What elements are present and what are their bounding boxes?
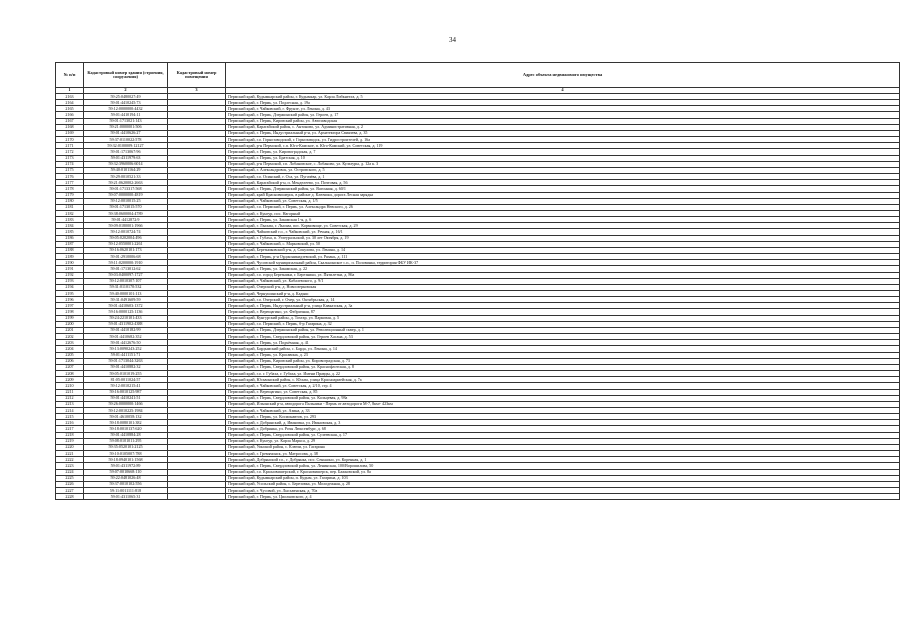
cell-address: Пермский край, г. Добрянка, ул. Розы Люксембург, д. 68	[226, 426, 900, 432]
cell-address: Пермский край, край Красновишерск, в районе д. Ключики, дорога Лесная зарядка	[226, 192, 900, 198]
cell-number: 2168	[56, 124, 84, 130]
cell-address: Пермский край, Кудымкарский район, г. Кудымкар, ул. Карла Либкнехта, д. 5	[226, 94, 900, 100]
cell-building-cadastral: 59:12:0010724:74	[84, 229, 168, 235]
cell-building-cadastral: 59:01:2910006:68	[84, 254, 168, 260]
cell-building-cadastral: 59:32:3960006:6014	[84, 161, 168, 167]
cell-building-cadastral: 59:11:0200000:1910	[84, 260, 168, 266]
cell-address: Пермский край, г.о. Очерский, г. Очер, ул. Октябрьская, д. 14	[226, 297, 900, 303]
cell-building-cadastral: 59:01:4412676:50	[84, 340, 168, 346]
cell-address: Пермский край, г. Пермь, Индустриальный р-н, ул. Архитектора Свиязева, д. 35	[226, 130, 900, 136]
cell-number: 2221	[56, 451, 84, 457]
header-address: Адрес объекта недвижимого имущества	[226, 63, 900, 88]
cell-number: 2212	[56, 395, 84, 401]
cell-building-cadastral: 59:07:0010668:110	[84, 469, 168, 475]
cell-building-cadastral: 59:01:1713317:568	[84, 186, 168, 192]
cell-address: Пермский край, Чернушинский р-н, д. Кадыш	[226, 291, 900, 297]
cell-number: 2223	[56, 463, 84, 469]
cell-address: Пермский край, г. Кунгур, пос. Нагорный	[226, 210, 900, 216]
cell-building-cadastral: 59:01:4311065:31	[84, 494, 168, 500]
cell-number: 2210	[56, 383, 84, 389]
cell-number: 2181	[56, 204, 84, 210]
cell-number: 2217	[56, 426, 84, 432]
cell-address: Пермский край, г. Верещагино, ул. Советская, д. 85	[226, 389, 900, 395]
cell-number: 2227	[56, 488, 84, 494]
cell-building-cadastral: 59:01:4311902:4388	[84, 321, 168, 327]
cell-address: Пермский край, г. Губаха, п. Углеуральский, ул. 30 лет Октября, д. 19	[226, 235, 900, 241]
cell-number: 2169	[56, 130, 84, 136]
cell-building-cadastral: 59:40:0000101:113	[84, 291, 168, 297]
cell-address: Пермский край, г. Чайковский, ул. Советская, д. 2/10, стр. 4	[226, 383, 900, 389]
cell-number: 2196	[56, 297, 84, 303]
cell-number: 2178	[56, 186, 84, 192]
cell-number: 2226	[56, 481, 84, 487]
cell-number: 2188	[56, 247, 84, 253]
cell-address: Пермский край, г. Пермь, р-н Орджоникидзевский, ул. Рязань, д. 111	[226, 254, 900, 260]
cell-number: 2187	[56, 241, 84, 247]
cell-address: Пермский край, г. Пермь, Свердловский район, ул. Сулеевская, д. 17	[226, 432, 900, 438]
cell-building-cadastral: 59:01:4410245:73	[84, 100, 168, 106]
column-index-2: 2	[84, 88, 168, 94]
cell-number: 2209	[56, 377, 84, 383]
cell-address: Пермский край, г. Верещагино, ул. Фабричная, 87	[226, 309, 900, 315]
cell-building-cadastral: 59:12:0000000:4432	[84, 106, 168, 112]
cell-address: Пермский край, Чусовской муниципальный район, Скальнинское с.п., п. Половинка, территория ФБУ ИК-37	[226, 260, 900, 266]
cell-number: 2216	[56, 420, 84, 426]
cell-building-cadastral: 59:12:0010015:25	[84, 198, 168, 204]
cell-building-cadastral: 59:31:0491609:59	[84, 297, 168, 303]
cell-address: Пермский край, г.о. город Березники, г. Березники, ул. Пятилетки, д. 86а	[226, 272, 900, 278]
cell-address: Пермский край, г. Пермь, Свердловский район, ул. Кольцевая, д. 98а	[226, 395, 900, 401]
cell-building-cadastral: 59:01:1713021:143	[84, 118, 168, 124]
cell-address: Пермский край, г. Александровск, ул. Островского, д. 5	[226, 167, 900, 173]
cell-number: 2192	[56, 272, 84, 278]
table-row	[56, 494, 900, 500]
cell-address: Пермский край, г. Пермь, Свердловский район, ул. Героев Хасана, д. 53	[226, 334, 900, 340]
cell-building-cadastral: 59:01:4412872:9	[84, 217, 168, 223]
cell-number: 2202	[56, 334, 84, 340]
property-registry-table	[55, 62, 900, 500]
cell-number: 2180	[56, 198, 84, 204]
cell-building-cadastral: 59:05:0202004:496	[84, 235, 168, 241]
cell-building-cadastral: 59:12:0550001:2261	[84, 241, 168, 247]
cell-building-cadastral: 59:12:0010215:41	[84, 383, 168, 389]
page-number: 34	[449, 36, 456, 44]
cell-address: Пермский край, г. Пермь, ул. Циолковского, д. 4	[226, 494, 900, 500]
cell-number: 2214	[56, 407, 84, 413]
cell-number: 2206	[56, 358, 84, 364]
cell-number: 2167	[56, 118, 84, 124]
header-row	[56, 63, 900, 88]
cell-building-cadastral: 59:16:0000125:1136	[84, 309, 168, 315]
cell-building-cadastral: 59:01:4610058:132	[84, 414, 168, 420]
cell-building-cadastral: 59:01:4311979:63	[84, 155, 168, 161]
cell-number: 2185	[56, 229, 84, 235]
cell-building-cadastral: 59:38:0600004:4789	[84, 210, 168, 216]
cell-address: Пермский край, г. Пермь, Дзержинский район, ул. Героев, д. 17	[226, 112, 900, 118]
cell-number: 2179	[56, 192, 84, 198]
cell-number: 2203	[56, 340, 84, 346]
cell-number: 2193	[56, 278, 84, 284]
cell-number: 2204	[56, 346, 84, 352]
cell-building-cadastral: 59:01:4411151:71	[84, 352, 168, 358]
cell-number: 2218	[56, 432, 84, 438]
cell-building-cadastral: 59:16:0010125:987	[84, 389, 168, 395]
header-premises-cadastral: Кадастровый номер помещения	[168, 63, 226, 88]
cell-number: 2199	[56, 315, 84, 321]
cell-address: Пермский край, Березниковский р-н, д. Сокулова, ул. Ленина, д. 14	[226, 247, 900, 253]
cell-address: Пермский край, р-н Пермский, с.п. Юго-Камское, п. Юго-Камский, ул. Советская, д. 119	[226, 143, 900, 149]
cell-address: Пермский край, г.о. Осинский, г. Оса, ул. Пугачёва, д. 1	[226, 174, 900, 180]
cell-building-cadastral: 59:29:0010521:33	[84, 174, 168, 180]
cell-address: Пермский край, Ильинский р-н, автодорога Пальники - Пермь от автодороги М-7, 8км+ 423км	[226, 401, 900, 407]
cell-building-cadastral: 59:22:0481026:48	[84, 475, 168, 481]
cell-building-cadastral: 59:18:0010137:620	[84, 426, 168, 432]
cell-number: 2172	[56, 149, 84, 155]
cell-building-cadastral: 59:01:1713015:570	[84, 204, 168, 210]
cell-building-cadastral: 59:13:0090243:252	[84, 346, 168, 352]
cell-address: Пермский край, г. Чусовой, ул. Лысьвенская, д. 70а	[226, 488, 900, 494]
cell-number: 2215	[56, 414, 84, 420]
cell-building-cadastral: 59:05:0101019:255	[84, 371, 168, 377]
cell-building-cadastral: 59:40:0101164:29	[84, 167, 168, 173]
cell-number: 2184	[56, 223, 84, 229]
cell-number: 2207	[56, 364, 84, 370]
cell-address: Пермский край, г.о. Пермский, г. Пермь, ул. Александра Невского, д. 26	[226, 204, 900, 210]
cell-number: 2170	[56, 137, 84, 143]
cell-number: 2191	[56, 266, 84, 272]
cell-address: Пермский край, г. Пермь, ул. Подлесная, д. 19а	[226, 100, 900, 106]
cell-address: Пермский край, г. Пермь, ул. Закамская 1-я, д. 6	[226, 217, 900, 223]
cell-address: Пермский край, г.о. Горнозаводский, г. Горнозаводск, ул. Гидростроителей, д. 16а	[226, 137, 900, 143]
cell-address: Пермский край, р-н Пермский, г.п. Лобановское, с. Лобаново, ул. Культуры, д. 12а к. 3	[226, 161, 900, 167]
cell-address: Пермский край, Кунгурский район, д. Тохтар, ул. Парковая, д. 5	[226, 315, 900, 321]
column-index-3: 3	[168, 88, 226, 94]
cell-number: 2194	[56, 284, 84, 290]
cell-building-cadastral: 59:26:0000000:1466	[84, 401, 168, 407]
cell-number: 2201	[56, 327, 84, 333]
cell-building-cadastral: 59:37:0110022:578	[84, 137, 168, 143]
cell-building-cadastral: 59:03:0400097:1727	[84, 272, 168, 278]
cell-building-cadastral: 59:01:4410626:27	[84, 130, 168, 136]
cell-building-cadastral: 59:01:4410603:1372	[84, 303, 168, 309]
cell-building-cadastral: 59:01:1713067:96	[84, 149, 168, 155]
cell-number: 2166	[56, 112, 84, 118]
cell-number: 2176	[56, 174, 84, 180]
cell-number: 2200	[56, 321, 84, 327]
cell-number: 2197	[56, 303, 84, 309]
cell-premises-cadastral	[168, 494, 226, 500]
column-index-4: 4	[226, 88, 900, 94]
cell-building-cadastral: 59:08:0101011:295	[84, 438, 168, 444]
cell-address: Пермский край, г.о. г. Губаха, г. Губаха, ул. Имени Правды, д. 22	[226, 371, 900, 377]
cell-address: Пермский край, г. Пермь, Свердловский район, ул. Краснофлотская, д. 8	[226, 364, 900, 370]
cell-number: 2198	[56, 309, 84, 315]
cell-number: 2208	[56, 371, 84, 377]
cell-address: Пермский край, г. Пермь, Дзержинский район, ул. Вагонная, д. 60/1	[226, 186, 900, 192]
cell-building-cadastral: 81:05:0011024:57	[84, 377, 168, 383]
cell-address: Пермский край, г. Пермь, Дзержинский район, ул. Революционный сквер, д. 1	[226, 327, 900, 333]
cell-number: 2163	[56, 94, 84, 100]
cell-building-cadastral: 59:31:0110170:532	[84, 284, 168, 290]
cell-building-cadastral: 59:21:0620002:2663	[84, 180, 168, 186]
cell-address: Пермский край, г. Пермь, Кировский район, ул. Автозаводская	[226, 118, 900, 124]
cell-building-cadastral: 59:24:2210101:433	[84, 315, 168, 321]
table-body	[56, 94, 900, 500]
cell-address: Пермский край, г. Пермь, ул. Кировоградская, д. 7	[226, 149, 900, 155]
cell-building-cadastral: 59:01:4410182:99	[84, 327, 168, 333]
cell-number: 2220	[56, 444, 84, 450]
cell-address: Пермский край, г. Пермь, Свердловский район, ул. Ленинская, 100/Ворошилова, 50	[226, 463, 900, 469]
cell-address: Пермский край, г. Пермь, Индустриальный р-н, улица Кавказская, д. 3а	[226, 303, 900, 309]
cell-address: Пермский край, г. Пермь, ул. Космонавтов, ул. 293	[226, 414, 900, 420]
cell-number: 2222	[56, 457, 84, 463]
cell-building-cadastral: 59:16:0620101:173	[84, 247, 168, 253]
cell-building-cadastral: 59:21:0000001:506	[84, 124, 168, 130]
cell-address: Пермский край, Юсьвинский район, с. Юсьва, улица Красноармейская, д. 7а	[226, 377, 900, 383]
cell-address: Пермский край, Уинский район, с. Ключи, ул. Гагарина	[226, 444, 900, 450]
cell-building-cadastral: 59:18:0080101:382	[84, 420, 168, 426]
cell-address: Пермский край, Карагайский район, с. Антоново, ул. Административная, д. 2	[226, 124, 900, 130]
cell-address: Пермский край, г.о. Красновишерский, г. Красновишерск, пер. Бажковский, ул. 8а	[226, 469, 900, 475]
cell-address: Пермский край, г. Пермь, Кировский район, ул. Кировоградская, д. 73	[226, 358, 900, 364]
cell-address: Пермский край, г. Чайковский, ул. Азина, д. 33	[226, 407, 900, 413]
cell-address: Пермский край, г. Пермь, ул. Закамская, д. 22	[226, 266, 900, 272]
cell-number: 2205	[56, 352, 84, 358]
cell-number: 2224	[56, 469, 84, 475]
cell-number: 2175	[56, 167, 84, 173]
cell-building-cadastral: 59:25:0480027:49	[84, 94, 168, 100]
cell-number: 2164	[56, 100, 84, 106]
cell-address: Пермский край, Усольский район, с. Березовка, ул. Молодежная, д. 28	[226, 481, 900, 487]
cell-building-cadastral: 59:01:4410882:32	[84, 364, 168, 370]
cell-number: 2177	[56, 180, 84, 186]
cell-address: Пермский край, Бардымский район, с. Барда, ул. Ленина, д. 14	[226, 346, 900, 352]
cell-address: Пермский край, Кудымкарский район, п. Кудым, ул. Гагарина, д. 103	[226, 475, 900, 481]
cell-building-cadastral: 59:01:1713012:62	[84, 266, 168, 272]
cell-address: Пермский край, Добрянский г.о., г. Добрянка, пос. Сенькино, ул. Коренная, д. 1	[226, 457, 900, 463]
cell-number: 2213	[56, 401, 84, 407]
cell-address: Пермский край, г. Пермь, ул. Братская, д. 10	[226, 155, 900, 161]
cell-address: Пермский край, Чайковский г.о., г. Чайковский, ул. Речная, д. 16/1	[226, 229, 900, 235]
cell-building-cadastral: 59:01:4311972:89	[84, 463, 168, 469]
cell-building-cadastral: 59:11:0011111:818	[84, 488, 168, 494]
cell-address: Пермский край, г. Чайковский, г. Фрунзе, ул. Ленина, д. 43	[226, 106, 900, 112]
header-building-cadastral: Кадастровый номер здания (строения, сооружения)	[84, 63, 168, 88]
cell-address: Пермский край, Карагайский р-н, п. Менделеево, ул. Почтовая, д. 56	[226, 180, 900, 186]
cell-address: Пермский край, г. Кунгур, ул. Карла Маркса, д. 29	[226, 438, 900, 444]
cell-number: 2174	[56, 161, 84, 167]
header-number: № п/п	[56, 63, 84, 88]
cell-building-cadastral: 59:37:0010102:556	[84, 481, 168, 487]
cell-address: Пермский край, г. Лысьва, г. Лысьва, пос. Кормовище, ул. Советская, д. 29	[226, 223, 900, 229]
cell-address: Пермский край, Очерский р-н, д. Новоозерковская	[226, 284, 900, 290]
cell-number: 2195	[56, 291, 84, 297]
cell-building-cadastral: 59:10:0105007:788	[84, 451, 168, 457]
cell-number: 2165	[56, 106, 84, 112]
cell-number: 2171	[56, 143, 84, 149]
cell-address: Пермский край, г. Пермь, ул. Подъёмная, д. 41	[226, 340, 900, 346]
cell-address: Пермский край, г. Добрянский, д. Ивановка, ул. Ивановская, д. 3	[226, 420, 900, 426]
cell-building-cadastral: 59:01:4410194:11	[84, 112, 168, 118]
column-index-1: 1	[56, 88, 84, 94]
cell-building-cadastral: 59:35:0520101:2125	[84, 444, 168, 450]
cell-building-cadastral: 59:18:0940101:1568	[84, 457, 168, 463]
cell-number: 2219	[56, 438, 84, 444]
cell-number: 2173	[56, 155, 84, 161]
cell-number: 2228	[56, 494, 84, 500]
cell-building-cadastral: 59:09:0180001:1966	[84, 223, 168, 229]
cell-number: 2189	[56, 254, 84, 260]
cell-building-cadastral: 59:01:4410682:352	[84, 334, 168, 340]
cell-building-cadastral: 59:12:0010307:107	[84, 278, 168, 284]
cell-address: Пермский край, г. Пермь, ул. Красавина, д. 23	[226, 352, 900, 358]
cell-building-cadastral: 59:01:4410241:51	[84, 395, 168, 401]
cell-building-cadastral: 59:12:0010225:1984	[84, 407, 168, 413]
cell-building-cadastral: 59:32:0100009:12127	[84, 143, 168, 149]
cell-address: Пермский край, г. Гремячинск, ул. Матросова, д. 38	[226, 451, 900, 457]
cell-address: Пермский край, г. Чайковский, с. Марковский, ул. 50	[226, 241, 900, 247]
cell-number: 2225	[56, 475, 84, 481]
cell-number: 2183	[56, 217, 84, 223]
cell-number: 2186	[56, 235, 84, 241]
cell-building-cadastral: 59:01:4410884:28	[84, 432, 168, 438]
cell-address: Пермский край, г. Чайковский, ул. Советская, д. 1/5	[226, 198, 900, 204]
cell-building-cadastral: 59:01:1713044:3263	[84, 358, 168, 364]
cell-number: 2211	[56, 389, 84, 395]
cell-building-cadastral: 59:07:0000000:4819	[84, 192, 168, 198]
cell-number: 2182	[56, 210, 84, 216]
cell-address: Пермский край, г.о. Пермский, г. Пермь, б-р Гагарина, д. 32	[226, 321, 900, 327]
cell-address: Пермский край, г. Чайковский, ул. Кабалевского, д. 9/1	[226, 278, 900, 284]
cell-number: 2190	[56, 260, 84, 266]
